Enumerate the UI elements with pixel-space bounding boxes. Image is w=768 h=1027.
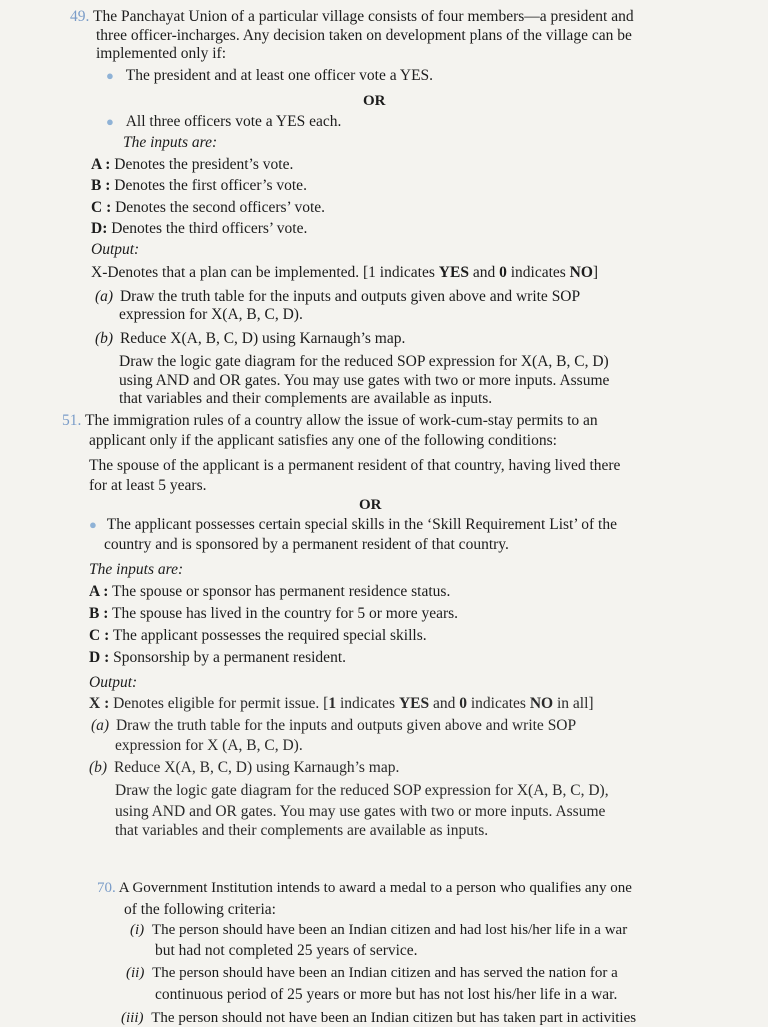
input-row: C : Denotes the second officers’ vote. [91,199,326,216]
part-b: (b) Reduce X(A, B, C, D) using Karnaugh’s map. [95,330,406,347]
criterion-1: (i) The person should have been an Indian citizen and had lost his/her life in a war [130,922,628,938]
condition-item: ● The president and at least one officer vote a YES. [106,67,434,84]
question-49-line-1: 49. The Panchayat Union of a particular village consists of four members—a president and [70,8,634,25]
output-description: X : Denotes eligible for permit issue. [1 indicates YES and 0 indicates NO in all] [89,695,594,712]
condition-line: country and is sponsored by a permanent resident of that country. [104,536,509,553]
part-b-line-4: that variables and their complements are available as inputs. [115,822,489,839]
inputs-heading: The inputs are: [123,134,218,151]
condition-item: ● The applicant possesses certain special skills in the ‘Skill Requirement List’ of the [89,516,617,533]
input-row: D: Denotes the third officers’ vote. [91,220,308,237]
part-b-line-4: that variables and their complements are available as inputs. [119,390,493,407]
input-row: D : Sponsorship by a permanent resident. [89,649,346,666]
output-description: X-Denotes that a plan can be implemented. [1 indicates YES and 0 indicates NO] [91,264,599,281]
question-51-line-1: 51. The immigration rules of a country allow the issue of work-cum-stay permits to an [62,412,598,429]
bullet-icon: ● [89,517,97,532]
question-70-line-1: 70. A Government Institution intends to award a medal to a person who qualifies any one [97,880,632,896]
question-number: 70. [97,880,116,896]
condition-item: ● All three officers vote a YES each. [106,113,342,130]
or-separator: OR [363,93,386,109]
input-row: B : Denotes the first officer’s vote. [91,177,307,194]
criterion-1-line-2: but had not completed 25 years of service. [155,942,418,959]
part-b-line-2: Draw the logic gate diagram for the reduced SOP expression for X(A, B, C, D) [119,353,609,370]
part-a-line-2: expression for X (A, B, C, D). [115,737,303,754]
part-b-line-3: using AND and OR gates. You may use gates with two or more inputs. Assume [115,803,606,820]
input-row: C : The applicant possesses the required special skills. [89,627,427,644]
part-b-line-2: Draw the logic gate diagram for the reduced SOP expression for X(A, B, C, D), [115,782,609,799]
input-row: A : The spouse or sponsor has permanent residence status. [89,583,451,600]
input-row: B : The spouse has lived in the country for 5 or more years. [89,605,459,622]
output-heading: Output: [91,241,140,258]
output-heading: Output: [89,674,138,691]
condition-line: for at least 5 years. [89,477,207,494]
criterion-2: (ii) The person should have been an Indian citizen and has served the nation for a [126,965,618,981]
question-number: 49. [70,8,90,25]
question-49-line-3: implemented only if: [96,45,227,62]
part-a: (a) Draw the truth table for the inputs and outputs given above and write SOP [95,288,581,305]
condition-line: The spouse of the applicant is a permanent resident of that country, having lived there [89,457,621,474]
part-b: (b) Reduce X(A, B, C, D) using Karnaugh’s map. [89,759,400,776]
criterion-2-line-2: continuous period of 25 years or more but has not lost his/her life in a war. [155,986,618,1003]
question-49-line-2: three officer-incharges. Any decision taken on development plans of the village can be [96,27,632,44]
inputs-heading: The inputs are: [89,561,184,578]
part-b-line-3: using AND and OR gates. You may use gates with two or more inputs. Assume [119,372,610,389]
part-a: (a) Draw the truth table for the inputs and outputs given above and write SOP [91,717,577,734]
bullet-icon: ● [106,114,114,129]
part-a-line-2: expression for X(A, B, C, D). [119,306,303,323]
question-51-line-2: applicant only if the applicant satisfies any one of the following conditions: [89,432,557,449]
or-separator: OR [359,497,382,513]
input-row: A : Denotes the president’s vote. [91,156,294,173]
bullet-icon: ● [106,68,114,83]
question-number: 51. [62,412,82,429]
criterion-3: (iii) The person should not have been an Indian citizen but has taken part in activities [121,1010,637,1026]
question-70-line-2: of the following criteria: [124,901,276,918]
